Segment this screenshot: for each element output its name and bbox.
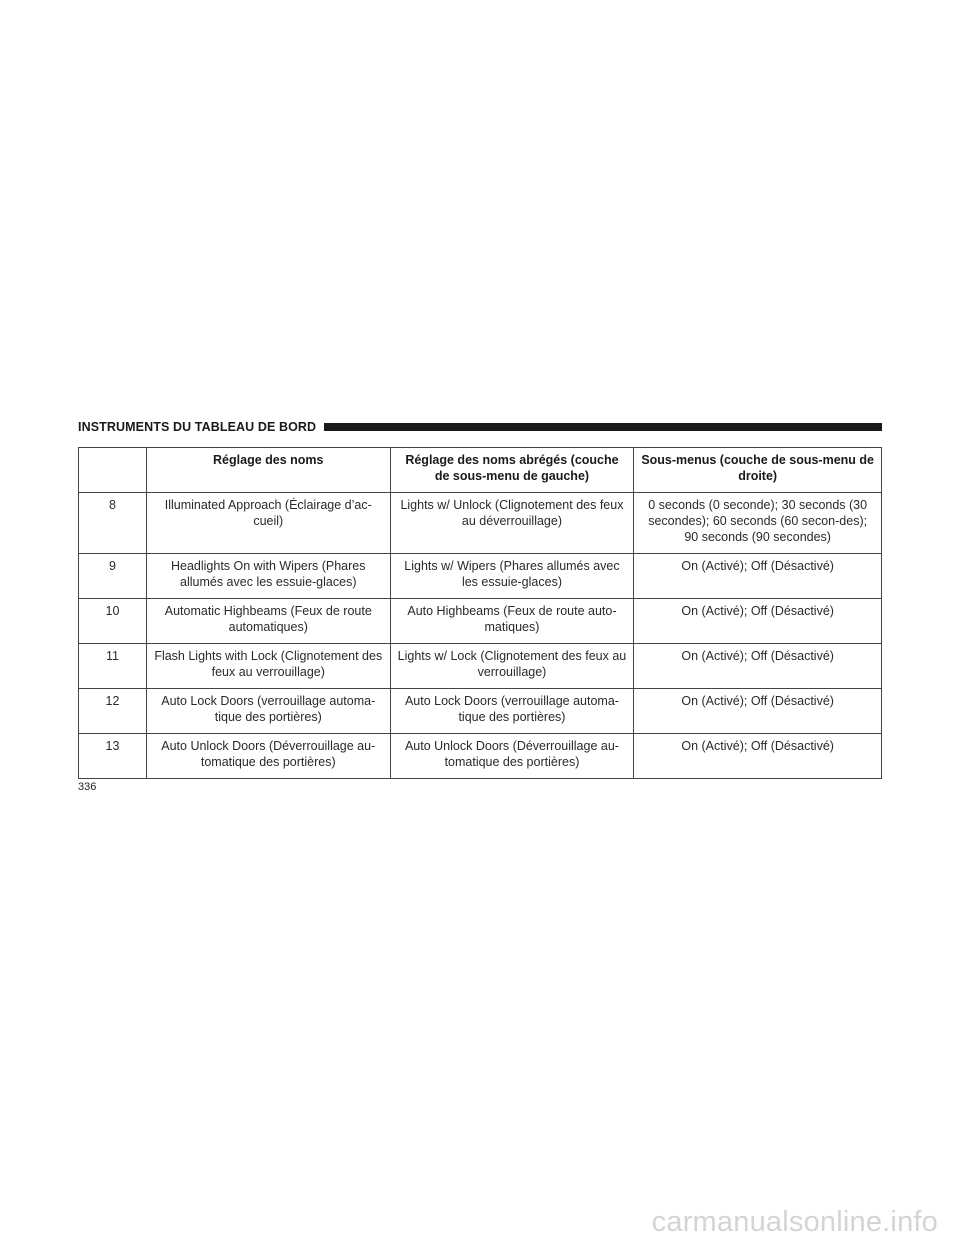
row-number: 9 [79, 554, 147, 599]
column-header-name: Réglage des noms [146, 448, 390, 493]
table-header-row [79, 448, 882, 493]
column-header-number [79, 448, 147, 493]
setting-submenu-options: 0 seconds (0 seconde); 30 seconds (30 secondes); 60 seconds (60 secon-des); 90 seconds (90 secondes) [634, 493, 882, 554]
setting-name: Automatic Highbeams (Feux de route automatiques) [146, 599, 390, 644]
setting-abbreviated-name: Auto Unlock Doors (Déverrouillage au-tomatique des portières) [390, 734, 634, 779]
setting-abbreviated-name: Auto Highbeams (Feux de route auto-matiques) [390, 599, 634, 644]
column-header-abbreviated-name: Réglage des noms abrégés (couche de sous-menu de gauche) [390, 448, 634, 493]
column-header-submenus: Sous-menus (couche de sous-menu de droite) [634, 448, 882, 493]
settings-table [78, 447, 882, 779]
page-number: 336 [78, 781, 97, 793]
setting-abbreviated-name: Lights w/ Lock (Clignotement des feux au verrouillage) [390, 644, 634, 689]
row-number: 13 [79, 734, 147, 779]
setting-submenu-options: On (Activé); Off (Désactivé) [634, 689, 882, 734]
table-row [79, 493, 882, 554]
setting-name: Auto Unlock Doors (Déverrouillage au-tomatique des portières) [146, 734, 390, 779]
watermark: carmanualsonline.info [651, 1206, 938, 1238]
row-number: 12 [79, 689, 147, 734]
setting-abbreviated-name: Auto Lock Doors (verrouillage automa-tique des portières) [390, 689, 634, 734]
setting-abbreviated-name: Lights w/ Wipers (Phares allumés avec les essuie-glaces) [390, 554, 634, 599]
setting-name: Flash Lights with Lock (Clignotement des feux au verrouillage) [146, 644, 390, 689]
setting-abbreviated-name: Lights w/ Unlock (Clignotement des feux au déverrouillage) [390, 493, 634, 554]
row-number: 8 [79, 493, 147, 554]
setting-name: Illuminated Approach (Éclairage d’ac-cueil) [146, 493, 390, 554]
table-row [79, 734, 882, 779]
row-number: 11 [79, 644, 147, 689]
setting-name: Auto Lock Doors (verrouillage automa-tique des portières) [146, 689, 390, 734]
table-row [79, 689, 882, 734]
section-rule [324, 423, 882, 431]
section-header [78, 419, 882, 435]
setting-submenu-options: On (Activé); Off (Désactivé) [634, 599, 882, 644]
setting-submenu-options: On (Activé); Off (Désactivé) [634, 554, 882, 599]
setting-submenu-options: On (Activé); Off (Désactivé) [634, 734, 882, 779]
table-row [79, 554, 882, 599]
setting-submenu-options: On (Activé); Off (Désactivé) [634, 644, 882, 689]
table-row [79, 599, 882, 644]
table-row [79, 644, 882, 689]
section-title: INSTRUMENTS DU TABLEAU DE BORD [78, 420, 317, 434]
row-number: 10 [79, 599, 147, 644]
setting-name: Headlights On with Wipers (Phares allumés avec les essuie-glaces) [146, 554, 390, 599]
